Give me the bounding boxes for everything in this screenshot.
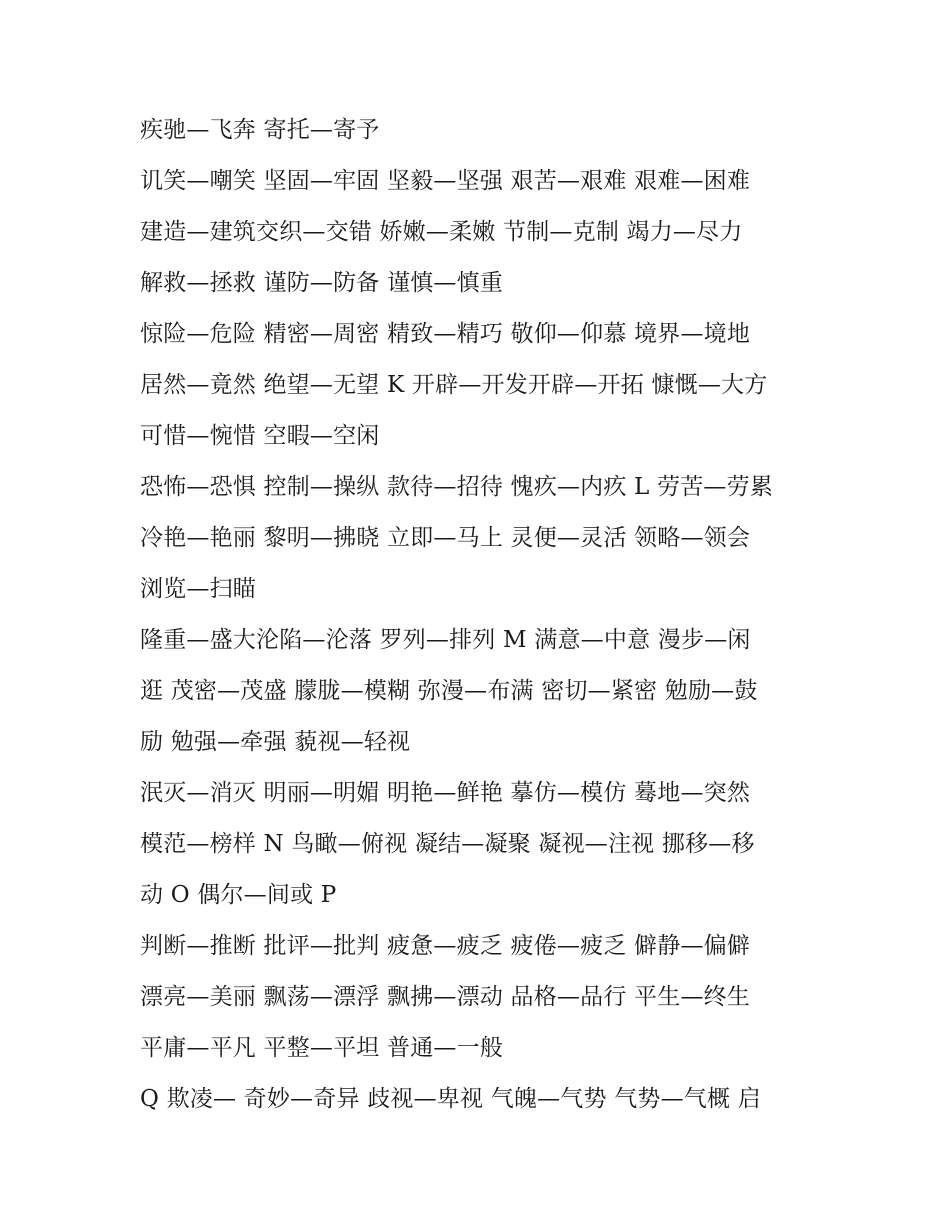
text-line: 平庸—平凡 平整—平坦 普通—一般 bbox=[140, 1035, 504, 1061]
document-body bbox=[140, 105, 830, 1125]
text-line: 漂亮—美丽 飘荡—漂浮 飘拂—漂动 品格—品行 平生—终生 bbox=[140, 984, 751, 1010]
text-line: 解救—拯救 谨防—防备 谨慎—慎重 bbox=[140, 270, 504, 296]
text-line: 建造—建筑交织—交错 娇嫩—柔嫩 节制—克制 竭力—尽力 bbox=[140, 219, 743, 245]
text-line: 模范—榜样 N 鸟瞰—俯视 凝结—凝聚 凝视—注视 挪移—移 bbox=[140, 831, 755, 857]
text-line: 讥笑—嘲笑 坚固—牢固 坚毅—坚强 艰苦—艰难 艰难—困难 bbox=[140, 168, 751, 194]
text-line: 冷艳—艳丽 黎明—拂晓 立即—马上 灵便—灵活 领略—领会 bbox=[140, 525, 751, 551]
text-line: 疾驰—飞奔 寄托—寄予 bbox=[140, 117, 380, 143]
text-line: 可惜—惋惜 空暇—空闲 bbox=[140, 423, 380, 449]
text-line: 恐怖—恐惧 控制—操纵 款待—招待 愧疚—内疚 L 劳苦—劳累 bbox=[140, 474, 774, 500]
text-line: Q 欺凌— 奇妙—奇异 歧视—卑视 气魄—气势 气势—气概 启 bbox=[140, 1086, 761, 1112]
text-line: 判断—推断 批评—批判 疲惫—疲乏 疲倦—疲乏 僻静—偏僻 bbox=[140, 933, 751, 959]
text-line: 动 O 偶尔—间或 P bbox=[140, 882, 337, 908]
text-line: 居然—竟然 绝望—无望 K 开辟—开发开辟—开拓 慷慨—大方 bbox=[140, 372, 768, 398]
text-line: 隆重—盛大沦陷—沦落 罗列—排列 M 满意—中意 漫步—闲 bbox=[140, 627, 751, 653]
text-line: 励 勉强—牵强 藐视—轻视 bbox=[140, 729, 411, 755]
text-line: 泯灭—消灭 明丽—明媚 明艳—鲜艳 摹仿—模仿 蓦地—突然 bbox=[140, 780, 751, 806]
text-line: 浏览—扫瞄 bbox=[140, 576, 256, 602]
text-line: 逛 茂密—茂盛 朦胧—模糊 弥漫—布满 密切—紧密 勉励—鼓 bbox=[140, 678, 758, 704]
text-line: 惊险—危险 精密—周密 精致—精巧 敬仰—仰慕 境界—境地 bbox=[140, 321, 751, 347]
